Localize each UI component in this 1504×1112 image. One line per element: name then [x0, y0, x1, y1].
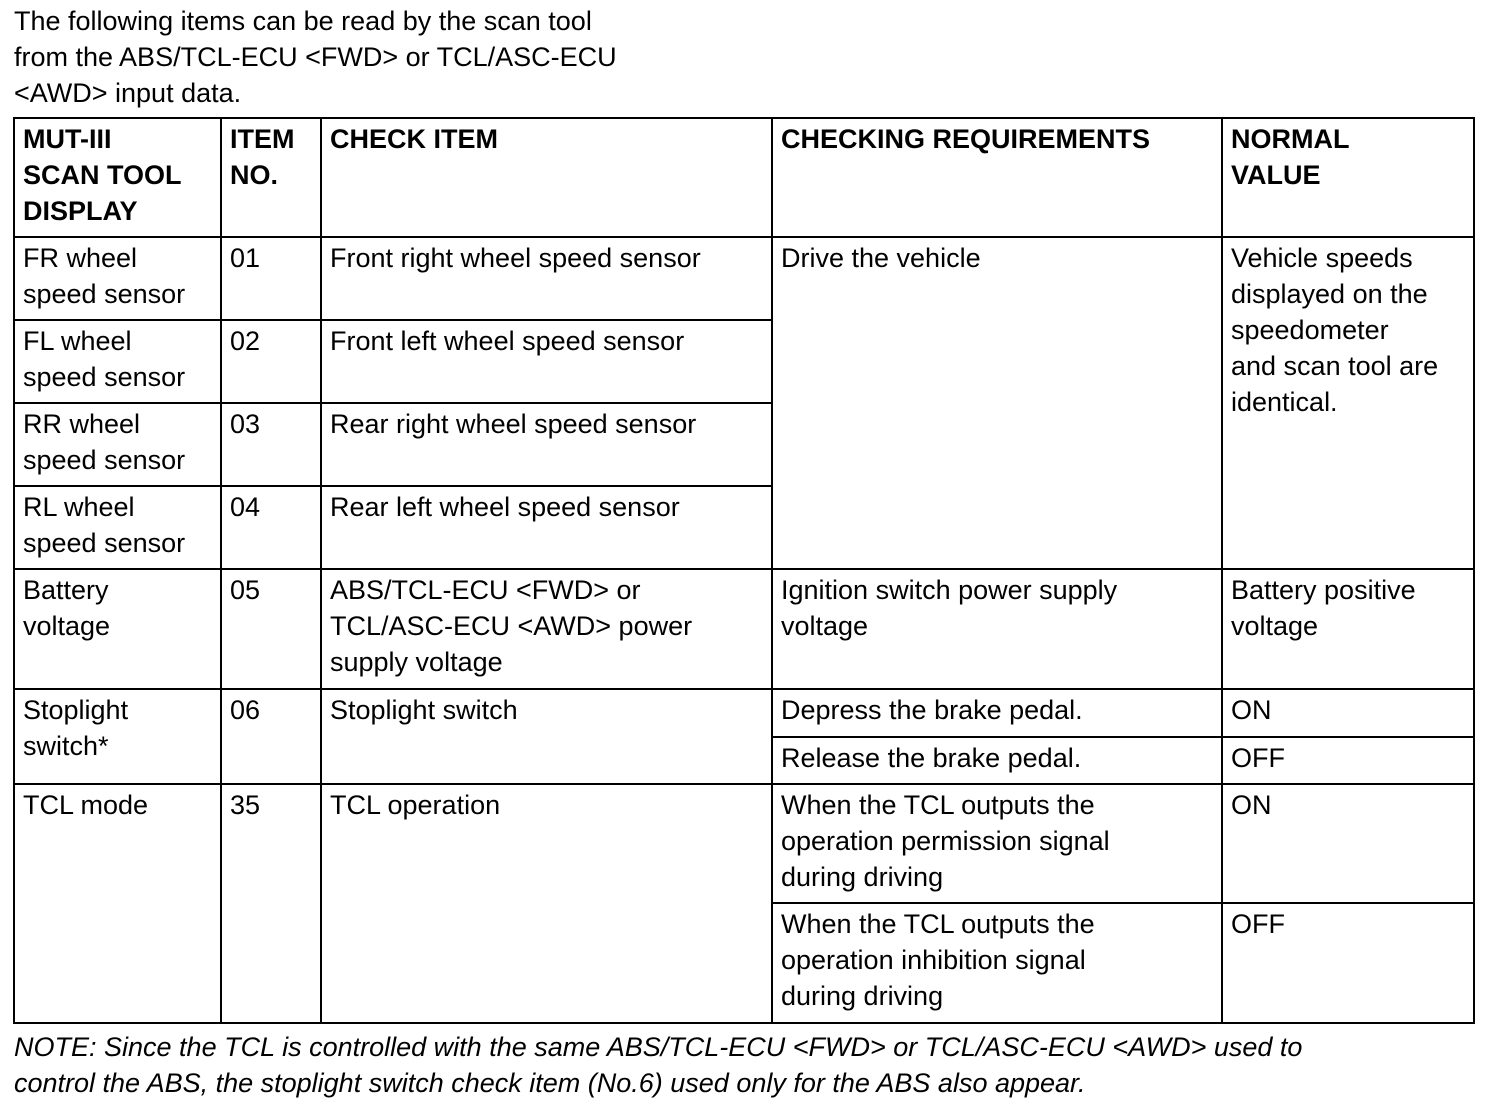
- cell-line: RL wheel: [23, 492, 135, 523]
- display-cell: [14, 320, 221, 403]
- cell-line: FR wheel: [23, 243, 138, 274]
- cell-line: Battery: [23, 575, 109, 606]
- intro-text: [14, 3, 914, 111]
- header-line: NORMAL: [1231, 124, 1350, 154]
- normal-value-cell: OFF: [1222, 737, 1474, 784]
- intro-line: The following items can be read by the scan tool: [14, 6, 592, 36]
- cell-line: speedometer: [1231, 315, 1389, 346]
- check-item-cell: Rear right wheel speed sensor: [321, 403, 772, 486]
- header-row: [14, 118, 1474, 237]
- intro-line: <AWD> input data.: [14, 78, 242, 108]
- item-no-cell: 03: [221, 403, 321, 486]
- cell-line: during driving: [781, 980, 944, 1011]
- header-requirements: CHECKING REQUIREMENTS: [772, 118, 1222, 237]
- item-no-cell: 06: [221, 689, 321, 784]
- cell-line: operation inhibition signal: [781, 944, 1086, 975]
- note-text: [14, 1029, 1490, 1101]
- normal-value-cell: ON: [1222, 689, 1474, 737]
- display-cell: [14, 403, 221, 486]
- cell-line: switch*: [23, 730, 109, 761]
- header-line: DISPLAY: [23, 196, 138, 226]
- item-no-cell: 01: [221, 237, 321, 320]
- check-item-cell: Rear left wheel speed sensor: [321, 486, 772, 569]
- cell-line: during driving: [781, 861, 944, 892]
- table-row: [14, 689, 1474, 737]
- header-line: SCAN TOOL: [23, 160, 182, 190]
- cell-line: supply voltage: [330, 647, 503, 678]
- cell-line: operation permission signal: [781, 825, 1110, 856]
- check-item-cell: Front right wheel speed sensor: [321, 237, 772, 320]
- cell-line: Vehicle speeds: [1231, 243, 1413, 274]
- cell-line: speed sensor: [23, 362, 186, 393]
- requirement-cell: [772, 903, 1222, 1023]
- cell-line: When the TCL outputs the: [781, 789, 1095, 820]
- display-cell: [14, 486, 221, 569]
- normal-value-cell: OFF: [1222, 903, 1474, 1023]
- item-no-cell: 05: [221, 569, 321, 688]
- table-row: [14, 784, 1474, 903]
- cell-line: speed sensor: [23, 528, 186, 559]
- check-item-cell: Front left wheel speed sensor: [321, 320, 772, 403]
- check-item-cell: Stoplight switch: [321, 689, 772, 784]
- cell-line: displayed on the: [1231, 279, 1428, 310]
- scan-tool-table: [13, 117, 1475, 1024]
- cell-line: Ignition switch power supply: [781, 575, 1118, 606]
- normal-value-cell: ON: [1222, 784, 1474, 903]
- display-cell: [14, 237, 221, 320]
- cell-line: identical.: [1231, 387, 1338, 418]
- cell-line: speed sensor: [23, 445, 186, 476]
- cell-line: Stoplight: [23, 694, 129, 725]
- item-no-cell: 35: [221, 784, 321, 1023]
- requirement-cell: Drive the vehicle: [772, 237, 1222, 569]
- normal-value-cell: [1222, 237, 1474, 569]
- note-line: NOTE: Since the TCL is controlled with the same ABS/TCL-ECU <FWD> or TCL/ASC-ECU <AWD> used to: [14, 1032, 1303, 1062]
- requirement-cell: [772, 784, 1222, 903]
- item-no-cell: 02: [221, 320, 321, 403]
- requirement-cell: Release the brake pedal.: [772, 737, 1222, 784]
- header-display: [14, 118, 221, 237]
- check-item-cell: [321, 569, 772, 688]
- cell-line: speed sensor: [23, 279, 186, 310]
- requirement-cell: [772, 569, 1222, 688]
- note-line: control the ABS, the stoplight switch check item (No.6) used only for the ABS also appear.: [14, 1068, 1086, 1098]
- cell-line: voltage: [23, 611, 111, 642]
- cell-line: FL wheel: [23, 326, 132, 357]
- display-cell: [14, 569, 221, 688]
- header-line: VALUE: [1231, 160, 1321, 190]
- cell-line: voltage: [1231, 611, 1319, 642]
- intro-line: from the ABS/TCL-ECU <FWD> or TCL/ASC-ECU: [14, 42, 617, 72]
- header-line: ITEM: [230, 124, 295, 154]
- header-line: MUT-III: [23, 124, 112, 154]
- header-check-item: CHECK ITEM: [321, 118, 772, 237]
- cell-line: RR wheel: [23, 409, 141, 440]
- table-row: [14, 237, 1474, 320]
- display-cell: TCL mode: [14, 784, 221, 1023]
- check-item-cell: TCL operation: [321, 784, 772, 1023]
- display-cell: [14, 689, 221, 784]
- header-line: NO.: [230, 160, 279, 190]
- header-normal-value: [1222, 118, 1474, 237]
- cell-line: Battery positive: [1231, 575, 1416, 606]
- requirement-cell: Depress the brake pedal.: [772, 689, 1222, 737]
- header-item-no: [221, 118, 321, 237]
- cell-line: TCL/ASC-ECU <AWD> power: [330, 611, 693, 642]
- item-no-cell: 04: [221, 486, 321, 569]
- table-row: [14, 569, 1474, 688]
- cell-line: ABS/TCL-ECU <FWD> or: [330, 575, 641, 606]
- cell-line: and scan tool are: [1231, 351, 1439, 382]
- cell-line: When the TCL outputs the: [781, 908, 1095, 939]
- cell-line: voltage: [781, 611, 869, 642]
- normal-value-cell: [1222, 569, 1474, 688]
